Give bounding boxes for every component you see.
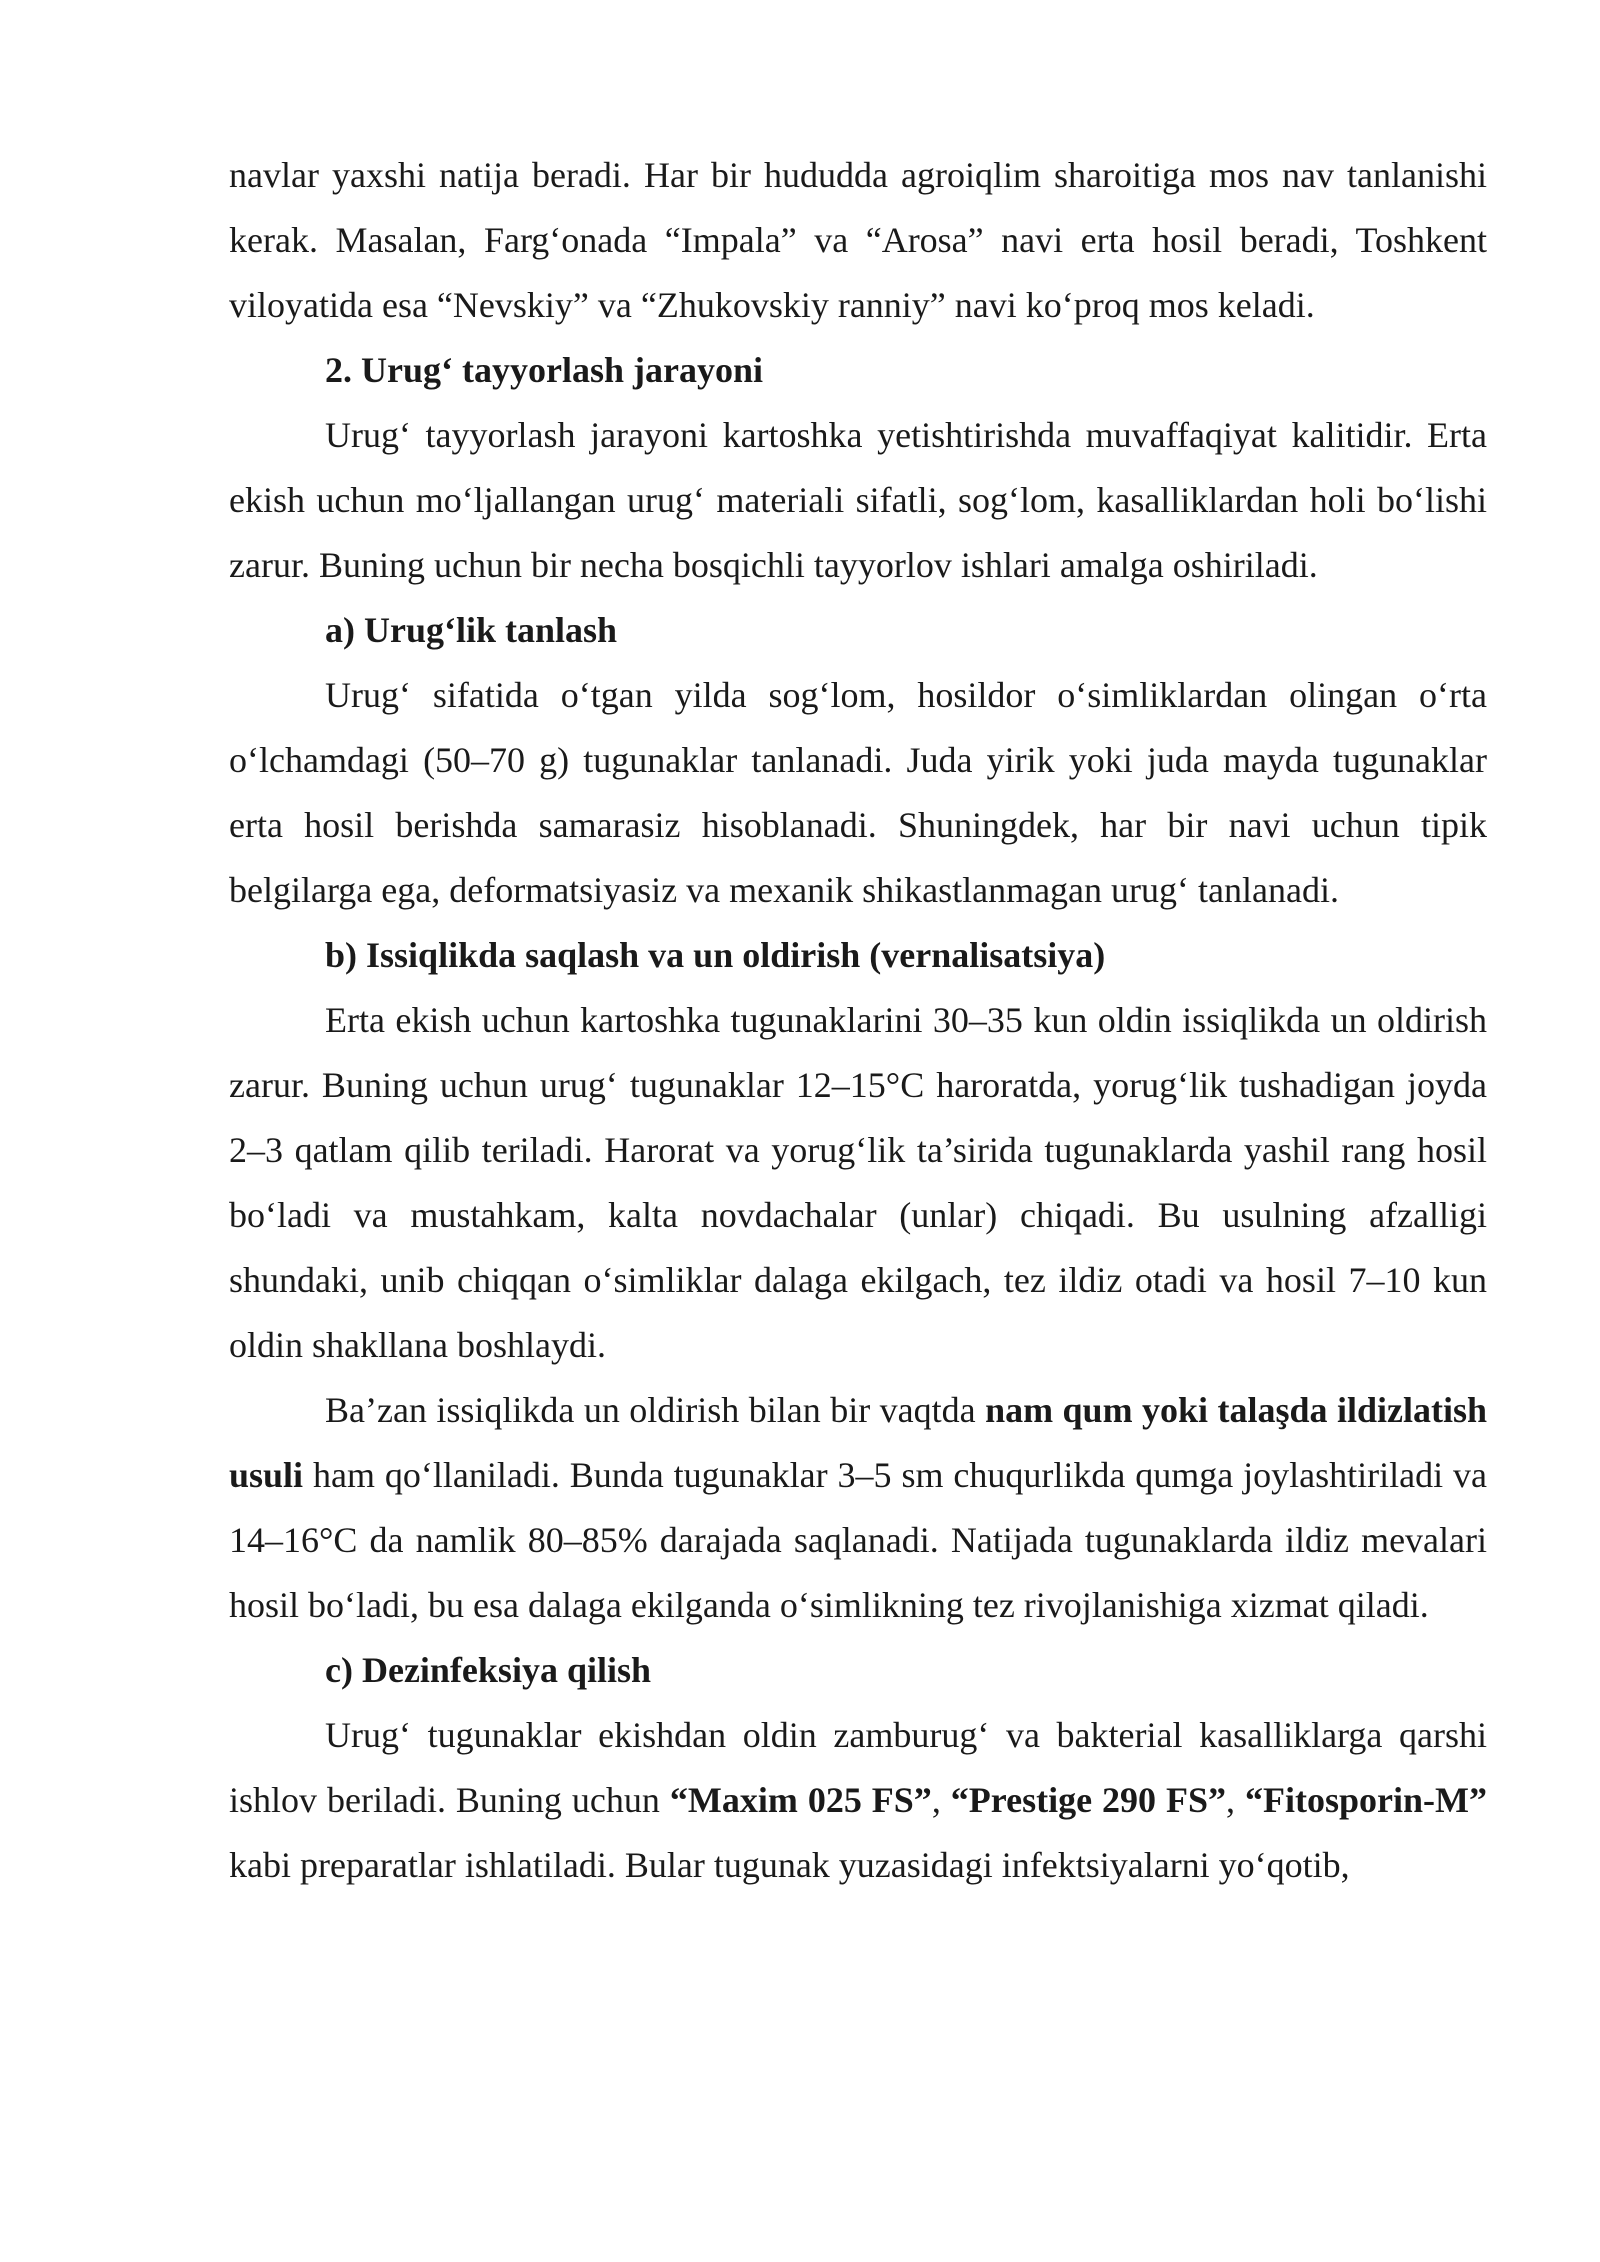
bold-product-maxim: “Maxim 025 FS” bbox=[669, 1780, 932, 1820]
text-segment: Urug‘ tugunaklar ekishdan oldin zamburug‘ va bakterial kasalliklarga qarshi ishlov beriladi. Buning uchun bbox=[229, 1715, 1487, 1820]
heading-seed-preparation: 2. Urug‘ tayyorlash jarayoni bbox=[325, 350, 763, 390]
paragraph-vernalization: Erta ekish uchun kartoshka tugunaklarini 30–35 kun oldin issiqlikda un oldirish zarur. Buning uchun urug‘ tugunaklar 12–15°C haroratda, yorug‘lik tushadigan joyda 2–3 qatlam qilib teriladi. Harorat va yorug‘lik ta’sirida tugunaklarda yashil rang hosil bo‘ladi va mustahkam, kalta novdachalar (unlar) chiqadi. Bu usulning afzalligi shundaki, unib chiqqan o‘simliklar dalaga ekilgach, tez ildiz otadi va hosil 7–10 kun oldin shakllana boshlaydi. bbox=[229, 1000, 1487, 1365]
text-segment: ham qo‘llaniladi. Bunda tugunaklar 3–5 sm chuqurlikda qumga joylashtiriladi va 14–16°C da namlik 80–85% darajada saqlanadi. Natijada tugunaklarda ildiz mevalari hosil bo‘ladi, bu esa dalaga ekilganda o‘simlikning tez rivojlanishiga xizmat qiladi. bbox=[229, 1455, 1487, 1625]
heading-vernalization: b) Issiqlikda saqlash va un oldirish (vernalisatsiya) bbox=[325, 935, 1106, 975]
bold-product-fitosporin: “Fitosporin-M” bbox=[1245, 1780, 1488, 1820]
paragraph-seed-preparation: Urug‘ tayyorlash jarayoni kartoshka yetishtirishda muvaffaqiyat kalitidir. Erta ekish uchun mo‘ljallangan urug‘ materiali sifatli, sog‘lom, kasalliklardan holi bo‘lishi zarur. Buning uchun bir necha bosqichli tayyorlov ishlari amalga oshiriladi. bbox=[229, 415, 1487, 585]
paragraph-sand-rooting bbox=[229, 1378, 1487, 1638]
heading-disinfection: c) Dezinfeksiya qilish bbox=[325, 1650, 652, 1690]
heading-seed-selection: a) Urug‘lik tanlash bbox=[325, 610, 618, 650]
paragraph-seed-selection: Urug‘ sifatida o‘tgan yilda sog‘lom, hosildor o‘simliklardan olingan o‘rta o‘lchamdagi (50–70 g) tugunaklar tanlanadi. Juda yirik yoki juda mayda tugunaklar erta hosil berishda samarasiz hisoblanadi. Shuningdek, har bir navi uchun tipik belgilarga ega, deformatsiyasiz va mexanik shikastlanmagan urug‘ tanlanadi. bbox=[229, 675, 1487, 910]
text-segment: , bbox=[1226, 1780, 1246, 1820]
paragraph-intro: navlar yaxshi natija beradi. Har bir hududda agroiqlim sharoitiga mos nav tanlanishi kerak. Masalan, Farg‘onada “Impala” va “Arosa” navi erta hosil beradi, Toshkent viloyatida esa “Nevskiy” va “Zhukovskiy ranniy” navi ko‘proq mos keladi. bbox=[229, 155, 1487, 325]
text-segment: Ba’zan issiqlikda un oldirish bilan bir vaqtda bbox=[325, 1390, 986, 1430]
text-segment: kabi preparatlar ishlatiladi. Bular tugunak yuzasidagi infektsiyalarni yo‘qotib, bbox=[229, 1845, 1350, 1885]
paragraph-disinfection bbox=[229, 1703, 1487, 1898]
document-page bbox=[229, 143, 1487, 1898]
bold-method-name: nam qum yoki talaşda ildizlatish usuli bbox=[229, 1390, 1487, 1495]
text-segment: , bbox=[931, 1780, 951, 1820]
bold-product-prestige: “Prestige 290 FS” bbox=[950, 1780, 1227, 1820]
